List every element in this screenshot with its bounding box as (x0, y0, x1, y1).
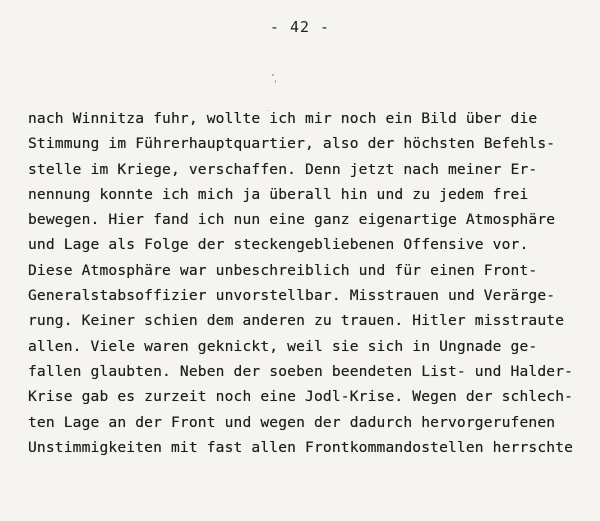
text-line: nach Winnitza fuhr, wollte ich mir noch ein Bild über die (28, 110, 538, 127)
text-line: Krise gab es zurzeit noch eine Jodl-Krise. Wegen der schlech- (28, 388, 574, 406)
text-line: Diese Atmosphäre war unbeschreiblich und für einen Front- (28, 261, 538, 279)
text-line: Generalstabsoffizier unvorstellbar. Misstrauen und Verärge- (28, 287, 556, 305)
page-number: - 42 - (269, 18, 331, 36)
text-line: Stimmung im Führerhauptquartier, also der höchsten Befehls- (28, 135, 556, 153)
body-text (28, 106, 588, 460)
text-line: stelle im Kriege, verschaffen. Denn jetzt nach meiner Er- (28, 160, 538, 178)
text-line: allen. Viele waren geknickt, weil sie sich in Ungnade ge- (28, 337, 538, 355)
text-line: und Lage als Folge der steckengebliebenen Offensive vor. (28, 236, 529, 254)
scan-speck (275, 80, 276, 83)
text-line: rung. Keiner schien dem anderen zu trauen. Hitler misstraute (28, 312, 565, 330)
text-line: ten Lage an der Front und wegen der dadurch hervorgerufenen (28, 413, 556, 431)
text-line: fallen glaubten. Neben der soeben beendeten List- und Halder- (28, 362, 574, 380)
text-line: nennung konnte ich mich ja überall hin und zu jedem frei (28, 185, 529, 203)
text-line: bewegen. Hier fand ich nun eine ganz eigenartige Atmosphäre (28, 211, 556, 229)
scan-speck (272, 74, 274, 76)
text-line: Unstimmigkeiten mit fast allen Frontkommandostellen herrschte (28, 438, 574, 456)
